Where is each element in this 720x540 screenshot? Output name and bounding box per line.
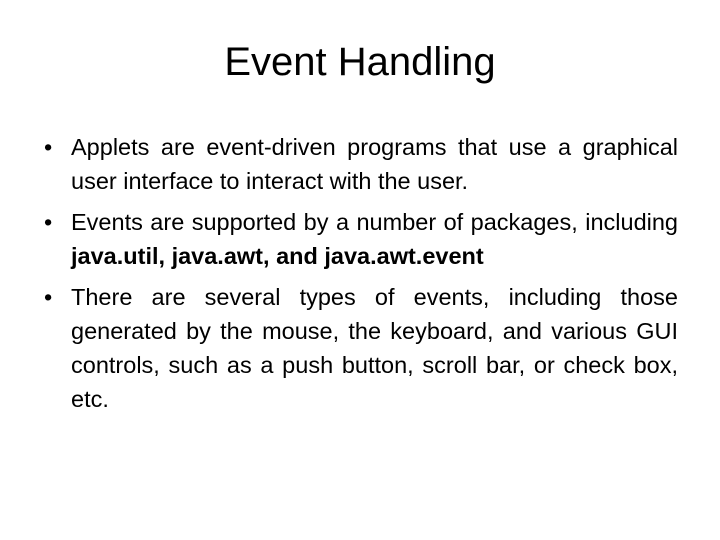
bullet-item-event-types xyxy=(36,280,678,416)
bullet-text: Applets are event-driven programs that use a graphical user interface to interact with the user. xyxy=(71,134,678,194)
bullet-list xyxy=(36,130,678,423)
bullet-dot-icon: • xyxy=(44,284,53,310)
bullet-text: Events are supported by a number of packages, including xyxy=(71,209,678,235)
bullet-text: There are several types of events, including those generated by the mouse, the keyboard, and various GUI controls, such as a push button, scroll bar, or check box, etc. xyxy=(71,284,678,412)
bullet-item-packages xyxy=(36,205,678,273)
bullet-dot-icon: • xyxy=(44,209,53,235)
bullet-dot-icon: • xyxy=(44,134,53,160)
slide-title: Event Handling xyxy=(224,40,496,84)
bullet-bold-text: java.util, java.awt, and java.awt.event xyxy=(71,243,484,269)
bullet-item-applets xyxy=(36,130,678,198)
